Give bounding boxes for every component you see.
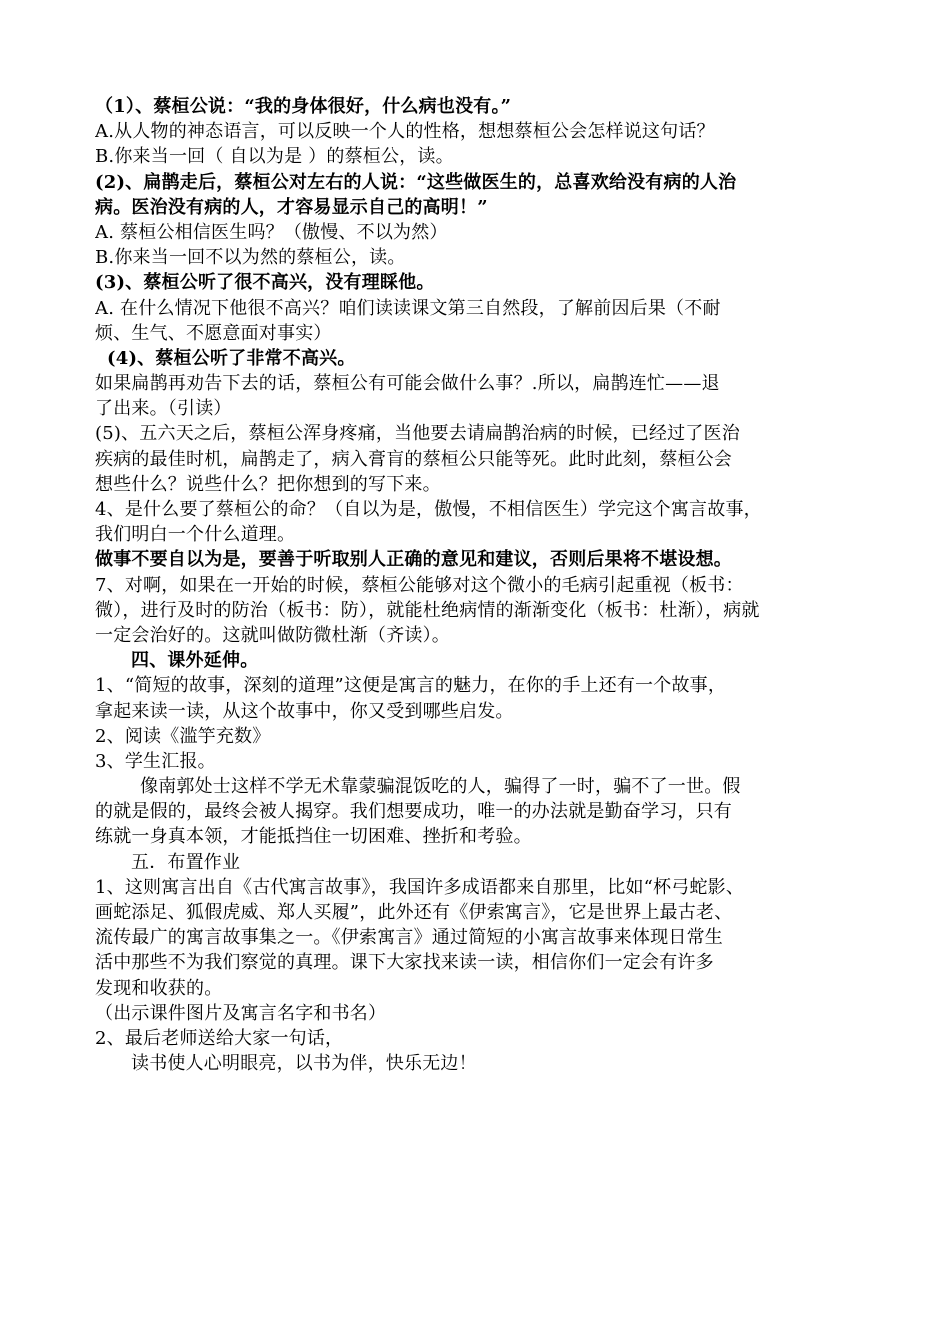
quote-heading-1: （1）、蔡桓公说：“我的身体很好，什么病也没有。” <box>95 96 512 117</box>
extension-item-1-line1: 1、“简短的故事，深刻的道理”这便是寓言的魅力，在你的手上还有一个故事， <box>95 675 727 697</box>
item-7-line3: 一定会治好的。这就叫做防微杜渐（齐读）。 <box>95 624 450 646</box>
question-3a-line2: 烦、生气、不愿意面对事实） <box>95 322 332 344</box>
homework-item-1-line3: 流传最广的寓言故事集之一。《伊索寓言》通过简短的小寓言故事来体现日常生 <box>95 927 723 949</box>
section-heading-homework: 五．布置作业 <box>131 851 241 873</box>
homework-item-2: 2、最后老师送给大家一句话， <box>95 1027 344 1049</box>
moral-statement: 做事不要自以为是，要善于听取别人正确的意见和建议，否则后果将不堪设想。 <box>95 549 732 571</box>
extension-item-1-line2: 拿起来读一读，从这个故事中，你又受到哪些启发。 <box>95 700 514 722</box>
homework-item-1-line5: 发现和收获的。 <box>95 977 223 999</box>
item-4-line1: 4、是什么要了蔡桓公的命？（自以为是，傲慢，不相信医生）学完这个寓言故事， <box>95 499 762 520</box>
section-heading-extension: 四、课外延伸。 <box>131 650 259 672</box>
quote-heading-2-line1: (2)、扁鹊走后，蔡桓公对左右的人说：“这些做医生的，总喜欢给没有病的人治 <box>95 171 737 193</box>
extension-item-2: 2、阅读《滥竽充数》 <box>95 725 271 747</box>
item-7-line2: 微），进行及时的防治（板书：防），就能杜绝病情的渐渐变化（板书：杜渐），病就 <box>95 599 760 621</box>
closing-quote: 读书使人心明眼亮，以书为伴，快乐无边！ <box>131 1053 477 1075</box>
question-3a-line1: A. 在什么情况下他很不高兴？咱们读读课文第三自然段，了解前因后果（不耐 <box>95 297 721 319</box>
report-paragraph-line1: 像南郭处士这样不学无术靠蒙骗混饭吃的人，骗得了一时，骗不了一世。假 <box>140 776 741 798</box>
question-2b: B.你来当一回不以为然的蔡桓公，读。 <box>95 247 406 269</box>
report-paragraph-line3: 练就一身真本领，才能抵挡住一切困难、挫折和考验。 <box>95 826 532 848</box>
question-1a: A.从人物的神态语言，可以反映一个人的性格，想想蔡桓公会怎样说这句话？ <box>95 121 715 143</box>
question-2a: A. 蔡桓公相信医生吗？（傲慢、不以为然） <box>95 221 448 243</box>
paragraph-4-line2: 了出来。（引读） <box>95 398 232 420</box>
document-body <box>95 94 865 1076</box>
paragraph-5-line1: (5)、五六天之后，蔡桓公浑身疼痛，当他要去请扁鹊治病的时候，已经过了医治 <box>95 423 740 445</box>
quote-heading-2-line2: 病。医治没有病的人，才容易显示自己的高明！” <box>95 196 488 218</box>
quote-heading-4: (4)、蔡桓公听了非常不高兴。 <box>107 347 356 369</box>
courseware-note: （出示课件图片及寓言名字和书名） <box>95 1002 387 1024</box>
item-7-line1: 7、对啊，如果在一开始的时候，蔡桓公能够对这个微小的毛病引起重视（板书： <box>95 574 744 596</box>
quote-heading-3: (3)、蔡桓公听了很不高兴，没有理睬他。 <box>95 272 435 294</box>
paragraph-5-line3: 想些什么？说些什么？把你想到的写下来。 <box>95 473 441 495</box>
extension-item-3: 3、学生汇报。 <box>95 750 216 772</box>
homework-item-1-line1: 1、这则寓言出自《古代寓言故事》，我国许多成语都来自那里，比如“杯弓蛇影、 <box>95 876 745 898</box>
paragraph-4-line1: 如果扁鹊再劝告下去的话，蔡桓公有可能会做什么事？.所以，扁鹊连忙——退 <box>95 373 720 395</box>
homework-item-1-line4: 活中那些不为我们察觉的真理。课下大家找来读一读，相信你们一定会有许多 <box>95 952 714 974</box>
homework-item-1-line2: 画蛇添足、狐假虎威、郑人买履”，此外还有《伊索寓言》，它是世界上最古老、 <box>95 902 733 923</box>
question-1b: B.你来当一回（ 自以为是 ）的蔡桓公，读。 <box>95 146 454 168</box>
report-paragraph-line2: 的就是假的，最终会被人揭穿。我们想要成功，唯一的办法就是勤奋学习，只有 <box>95 801 732 823</box>
paragraph-5-line2: 疾病的最佳时机，扁鹊走了，病入膏肓的蔡桓公只能等死。此时此刻，蔡桓公会 <box>95 448 732 470</box>
item-4-line2: 我们明白一个什么道理。 <box>95 524 296 546</box>
